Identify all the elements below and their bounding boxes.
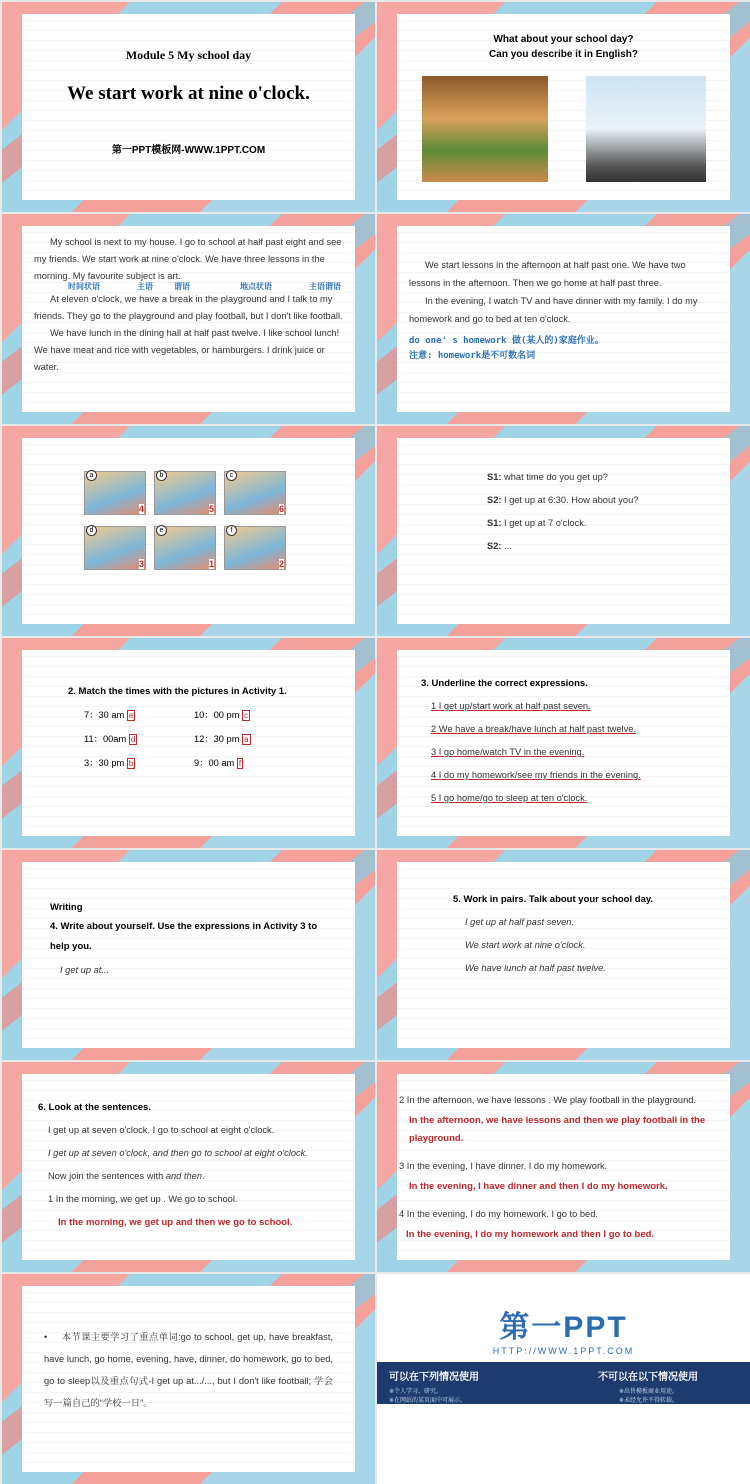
classroom-photo bbox=[422, 76, 548, 182]
question-3: 3 In the evening, I have dinner. I do my homework. bbox=[399, 1161, 608, 1171]
summary-text: 本节课主要学习了重点单词:go to school, get up, have breakfast, have lunch, go home, evening, have, dinner, do homework, go to bed, go to sleep以及重点句式-I get up at.../..., but I don't like football; 学会写一篇自己的“学校一日”。 bbox=[44, 1332, 333, 1408]
question-1: What about your school day? bbox=[493, 34, 634, 45]
slide-9[interactable] bbox=[2, 850, 375, 1060]
answer-box[interactable]: e bbox=[128, 711, 134, 720]
slide-card bbox=[22, 1074, 355, 1260]
match-grid bbox=[68, 707, 355, 769]
activity-picture-c bbox=[224, 471, 286, 515]
match-item bbox=[194, 731, 304, 745]
slide-4[interactable] bbox=[377, 214, 750, 424]
slide-1[interactable] bbox=[2, 2, 375, 212]
slide-card bbox=[397, 438, 730, 624]
slide-card bbox=[22, 226, 355, 412]
can-rule: ※在网站的某页面中可展示。 bbox=[389, 1398, 467, 1404]
lesson-title: We start work at nine o'clock. bbox=[67, 83, 310, 104]
exercise-title: 2. Match the times with the pictures in Activity 1. bbox=[68, 686, 287, 697]
section-heading: Writing bbox=[50, 902, 83, 913]
activity-picture-a bbox=[84, 471, 146, 515]
expression-2: 2 We have a break/have lunch at half past twelve. bbox=[431, 724, 636, 734]
slide-card bbox=[22, 438, 355, 624]
time-label: 10：00 pm bbox=[194, 710, 240, 720]
instruction-end: . bbox=[202, 1171, 205, 1181]
cannot-rule: ※出售模板商业用途。 bbox=[618, 1389, 678, 1395]
dialogue-text: what time do you get up? bbox=[501, 472, 608, 482]
answer-box[interactable]: c bbox=[244, 711, 249, 720]
slide-card bbox=[397, 862, 730, 1048]
activity-picture-f bbox=[224, 526, 286, 570]
usage-headings bbox=[389, 1368, 738, 1383]
question-1: 1 In the morning, we get up . We go to school. bbox=[48, 1194, 238, 1204]
picture-letter: e bbox=[156, 525, 167, 536]
time-label: 11：00am bbox=[84, 734, 127, 744]
picture-letter: f bbox=[226, 525, 237, 536]
slide-card bbox=[397, 14, 730, 200]
slide-11[interactable] bbox=[2, 1062, 375, 1272]
expression-4: 4 I do my homework/see my friends in the evening. bbox=[431, 770, 641, 780]
match-item bbox=[194, 707, 304, 721]
exercise-title: 4. Write about yourself. Use the expressions in Activity 3 to help you. bbox=[50, 921, 318, 952]
slide-card bbox=[397, 226, 730, 412]
answer-1: In the morning, we get up and then we go to school. bbox=[58, 1217, 293, 1228]
exercise-title: 3. Underline the correct expressions. bbox=[421, 678, 588, 689]
match-item bbox=[84, 755, 194, 769]
question-2: 2 In the afternoon, we have lessons . We play football in the playground. bbox=[399, 1095, 697, 1105]
can-use-heading: 可以在下列情况使用 bbox=[389, 1372, 479, 1383]
match-item bbox=[84, 707, 194, 721]
time-label: 9：00 am bbox=[194, 758, 235, 768]
expression-1: 1 I get up/start work at half past seven. bbox=[431, 701, 591, 711]
paragraph-2: At eleven o'clock, we have a break in the playground and I talk to my friends. They go to the playground and play football, but I don't like football. bbox=[34, 294, 343, 321]
links-area bbox=[377, 1404, 750, 1484]
example-3: We have lunch at half past twelve. bbox=[465, 963, 606, 973]
slide-10[interactable] bbox=[377, 850, 750, 1060]
dialogue-line-1 bbox=[487, 466, 730, 489]
usage-rules bbox=[389, 1386, 738, 1404]
speaker: S2: bbox=[487, 541, 502, 551]
writing-example: I get up at... bbox=[60, 965, 110, 975]
dialogue-line-2 bbox=[487, 489, 730, 512]
slide-card bbox=[22, 650, 355, 836]
site-credit: 第一PPT模板网-WWW.1PPT.COM bbox=[111, 145, 266, 156]
slide-card bbox=[397, 1074, 730, 1260]
note-homework: do one' s homework 做(某人的)家庭作业。 bbox=[409, 336, 604, 346]
time-label: 12：30 pm bbox=[194, 734, 240, 744]
expression-5: 5 I go home/go to sleep at ten o'clock. bbox=[431, 793, 588, 803]
picture-number: 3 bbox=[138, 559, 144, 569]
instruction-text: Now join the sentences with bbox=[48, 1171, 166, 1181]
slide-card bbox=[22, 862, 355, 1048]
slide-2[interactable] bbox=[377, 2, 750, 212]
picture-number: 4 bbox=[138, 504, 144, 514]
annotation-place: 地点状语 bbox=[240, 282, 272, 291]
answer-box[interactable]: a bbox=[244, 735, 249, 744]
picture-number: 5 bbox=[208, 504, 214, 514]
dialogue-text: ... bbox=[501, 541, 512, 551]
annotation-subject: 主语 bbox=[137, 282, 153, 291]
speaker: S1: bbox=[487, 472, 502, 482]
slide-card bbox=[22, 14, 355, 200]
paragraph-3: We have lunch in the dining hall at half past twelve. I like school lunch! We have meat and rice with vegetables, or hamburgers. I drink juice or water. bbox=[34, 328, 340, 372]
dialogue-line-4 bbox=[487, 535, 730, 558]
dialogue-line-3 bbox=[487, 512, 730, 535]
answer-3: In the evening, I have dinner and then I do my homework. bbox=[409, 1181, 668, 1192]
dialogue-text: I get up at 6:30. How about you? bbox=[501, 495, 639, 505]
answer-2: In the afternoon, we have lessons and then we play football in the playground. bbox=[409, 1115, 706, 1144]
annotation-time: 时间状语 bbox=[68, 282, 100, 291]
picture-letter: d bbox=[86, 525, 97, 536]
match-item bbox=[194, 755, 304, 769]
question-4: 4 In the evening, I do my homework. I go to bed. bbox=[399, 1209, 598, 1219]
slide-13[interactable] bbox=[2, 1274, 375, 1484]
slide-5[interactable] bbox=[2, 426, 375, 636]
annotation-verb: 谓语 bbox=[174, 282, 190, 291]
instruction bbox=[38, 1165, 345, 1188]
time-label: 7：30 am bbox=[84, 710, 125, 720]
basketball-photo bbox=[586, 76, 706, 182]
can-rule: ※个人学习、研究。 bbox=[389, 1389, 443, 1395]
activity-picture-d bbox=[84, 526, 146, 570]
picture-number: 2 bbox=[278, 559, 284, 569]
module-heading: Module 5 My school day bbox=[125, 48, 252, 62]
brand-logo: 第一PPT bbox=[499, 1311, 628, 1344]
activity-picture-b bbox=[154, 471, 216, 515]
slide-8[interactable] bbox=[377, 638, 750, 848]
paragraph-1: My school is next to my house. I go to school at half past eight and see my friends. We start work at nine o'clock. We have three lessons in the morning. My favourite subject is art. bbox=[34, 237, 342, 281]
activity-picture-e bbox=[154, 526, 216, 570]
bullet-icon: • bbox=[44, 1332, 48, 1342]
picture-letter: c bbox=[226, 470, 237, 481]
note-uncountable: 注意: homework是不可数名词 bbox=[409, 351, 536, 361]
logo-area bbox=[377, 1274, 750, 1356]
paragraph-1: We start lessons in the afternoon at half past one. We have two lessons in the afternoon. Then we go home at half past three. bbox=[409, 260, 686, 288]
slide-card bbox=[22, 1286, 355, 1472]
cannot-use-heading: 不可以在以下情况使用 bbox=[598, 1372, 698, 1383]
slide-12[interactable] bbox=[377, 1062, 750, 1272]
example-2: We start work at nine o'clock. bbox=[465, 940, 586, 950]
answer-4: In the evening, I do my homework and then I go to bed. bbox=[406, 1229, 655, 1240]
paragraph-2: In the evening, I watch TV and have dinner with my family. I do my homework and go to bed at ten o'clock. bbox=[409, 296, 698, 324]
usage-panel bbox=[377, 1362, 750, 1484]
slide-card bbox=[397, 650, 730, 836]
picture-letter: a bbox=[86, 470, 97, 481]
answer-box[interactable]: d bbox=[130, 735, 136, 744]
brand-url[interactable]: HTTP://WWW.1PPT.COM bbox=[492, 1346, 635, 1356]
question-2: Can you describe it in English? bbox=[489, 49, 638, 60]
picture-number: 6 bbox=[278, 504, 284, 514]
expression-3: 3 I go home/watch TV in the evening. bbox=[431, 747, 585, 757]
grammar-annotations bbox=[34, 281, 343, 291]
summary bbox=[44, 1326, 333, 1414]
match-item bbox=[84, 731, 194, 745]
instruction-keyword: and then bbox=[165, 1171, 203, 1181]
exercise-title: 6. Look at the sentences. bbox=[38, 1102, 151, 1113]
picture-letter: b bbox=[156, 470, 167, 481]
speaker: S2: bbox=[487, 495, 502, 505]
slide-3[interactable] bbox=[2, 214, 375, 424]
annotation-subject-verb: 主语谓语 bbox=[309, 282, 341, 291]
dialogue-text: I get up at 7 o'clock. bbox=[501, 518, 587, 528]
time-label: 3：30 pm bbox=[84, 758, 125, 768]
slide-6[interactable] bbox=[377, 426, 750, 636]
joined-example: I get up at seven o'clock, and then go to school at eight o'clock. bbox=[48, 1148, 308, 1158]
picture-number: 1 bbox=[208, 559, 214, 569]
slide-14[interactable] bbox=[377, 1274, 750, 1484]
cannot-rule: ※未经允许不得转载。 bbox=[618, 1398, 678, 1404]
example-1: I get up at half past seven. bbox=[465, 917, 575, 927]
example-sentence: I get up at seven o'clock. I go to school at eight o'clock. bbox=[48, 1125, 275, 1135]
speaker: S1: bbox=[487, 518, 502, 528]
answer-box[interactable]: b bbox=[128, 759, 134, 768]
slide-7[interactable] bbox=[2, 638, 375, 848]
exercise-title: 5. Work in pairs. Talk about your school day. bbox=[453, 894, 654, 905]
answer-box[interactable]: f bbox=[238, 759, 242, 768]
